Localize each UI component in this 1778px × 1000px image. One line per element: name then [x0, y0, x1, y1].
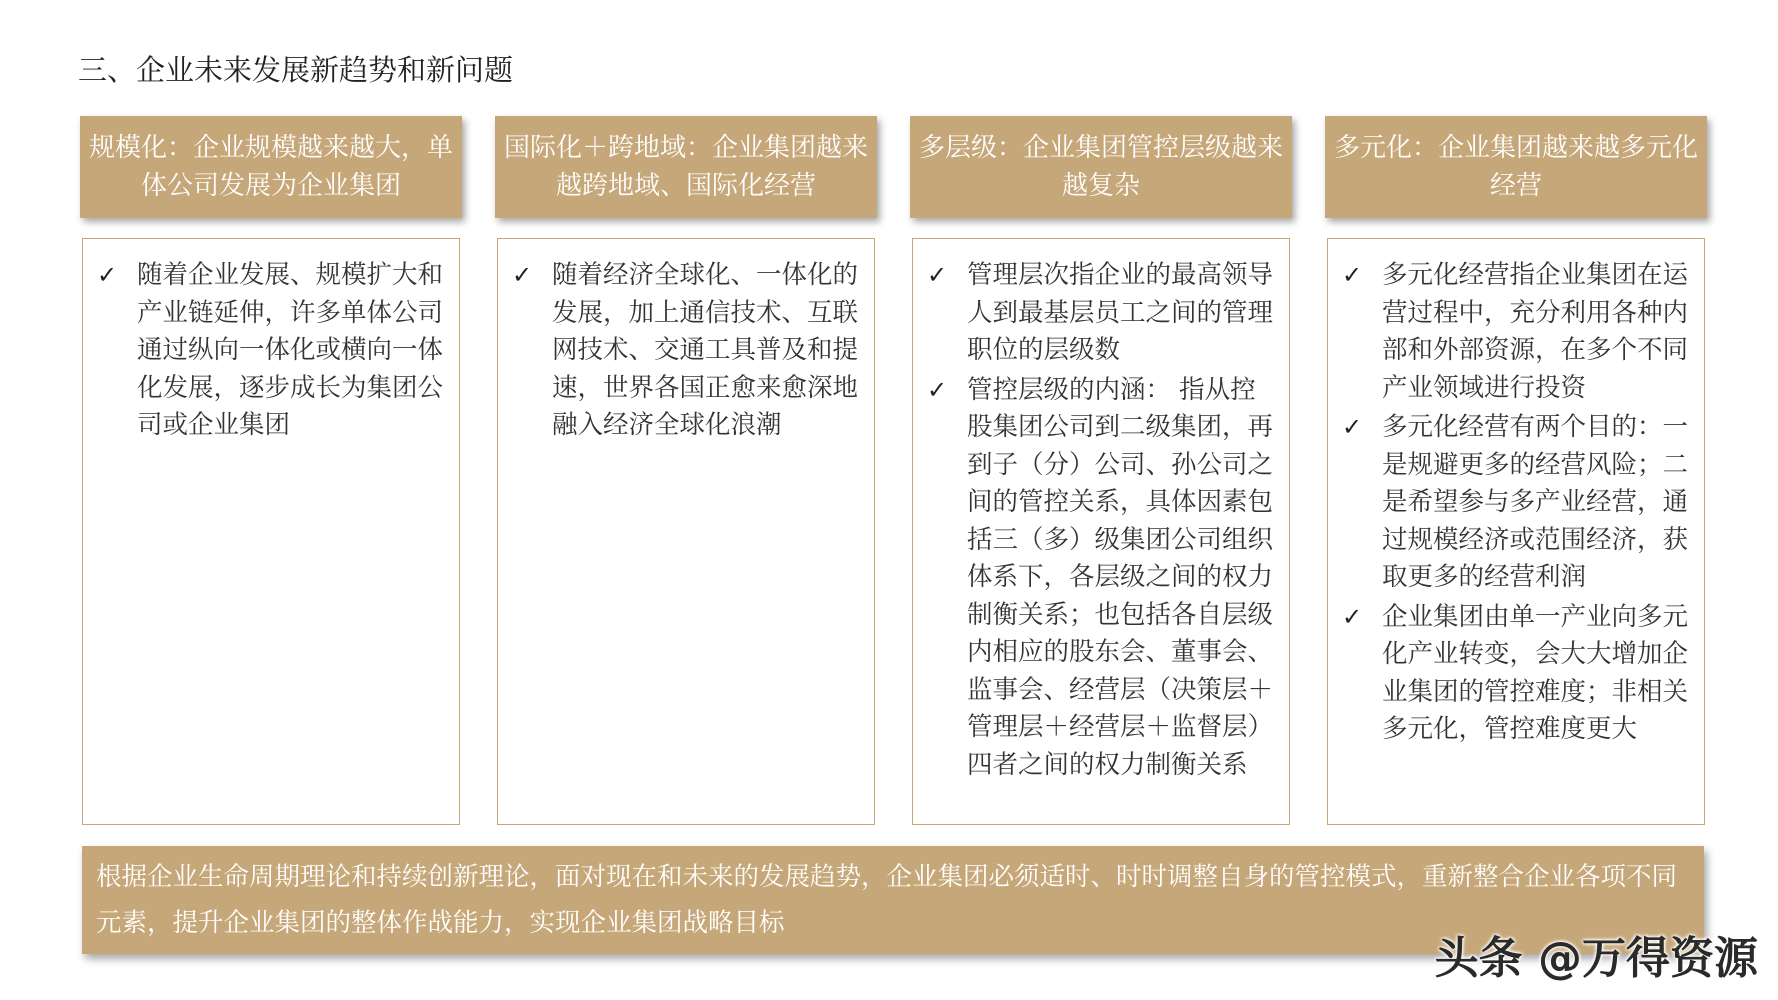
column-multilevel — [910, 116, 1292, 780]
check-icon: ✓ — [1342, 602, 1363, 631]
check-icon: ✓ — [1342, 261, 1363, 289]
check-icon: ✓ — [97, 261, 118, 289]
bullet-text: 多元化经营指企业集团在运营过程中，充分利用各种内部和外部资源，在多个不同产业领域进行投资 — [1382, 260, 1689, 403]
column-body-multilevel — [912, 238, 1290, 825]
bullet-item — [1338, 409, 1696, 597]
check-icon: ✓ — [1342, 413, 1363, 441]
bullet-item — [923, 257, 1281, 370]
summary-bar: 根据企业生命周期理论和持续创新理论，面对现在和未来的发展趋势，企业集团必须适时、时时调整自身的管控模式，重新整合企业各项不同元素，提升企业集团的整体作战能力，实现企业集团战略目标 — [82, 846, 1704, 954]
check-icon: ✓ — [927, 375, 948, 404]
column-body-diversification — [1327, 238, 1705, 825]
check-icon: ✓ — [512, 261, 533, 289]
check-icon: ✓ — [927, 261, 948, 289]
bullet-text: 多元化经营有两个目的：一是规避更多的经营风险；二是希望参与多产业经营，通过规模经济或范围经济，获取更多的经营利润 — [1382, 412, 1689, 592]
bullet-item — [1338, 257, 1696, 407]
column-diversification — [1325, 116, 1707, 744]
column-header-international: 国际化＋跨地域：企业集团越来越跨地域、国际化经营 — [495, 116, 877, 218]
column-body-international — [497, 238, 875, 825]
page-title: 三、企业未来发展新趋势和新问题 — [78, 53, 514, 87]
bullet-text: 管理层次指企业的最高领导人到最基层员工之间的管理职位的层级数 — [967, 260, 1274, 365]
column-header-diversification: 多元化：企业集团越来越多元化经营 — [1325, 116, 1707, 218]
bullet-text: 随着经济全球化、一体化的发展，加上通信技术、互联网技术、交通工具普及和提速，世界各国正愈来愈深地融入经济全球化浪潮 — [552, 260, 859, 440]
bullet-item — [93, 257, 451, 445]
watermark-text: 头条 @万得资源 — [1434, 933, 1758, 984]
bullet-item — [1338, 599, 1696, 749]
column-scale — [80, 116, 462, 440]
column-international — [495, 116, 877, 440]
bullet-item — [923, 372, 1281, 785]
column-header-scale: 规模化：企业规模越来越大，单体公司发展为企业集团 — [80, 116, 462, 218]
bullet-item — [508, 257, 866, 445]
bullet-text: 管控层级的内涵： 指从控股集团公司到二级集团，再到子（分）公司、孙公司之间的管控关系，具体因素包括三（多）级集团公司组织体系下，各层级之间的权力制衡关系；也包括各自层级内相应的股东会、董事会、监事会、经营层（决策层＋管理层＋经营层＋监督层）四者之间的权力制衡关系 — [967, 374, 1274, 780]
column-header-multilevel: 多层级：企业集团管控层级越来越复杂 — [910, 116, 1292, 218]
column-body-scale — [82, 238, 460, 825]
bullet-text: 企业集团由单一产业向多元化产业转变，会大大增加企业集团的管控难度；非相关多元化，管控难度更大 — [1382, 601, 1689, 744]
bullet-text: 随着企业发展、规模扩大和产业链延伸，许多单体公司通过纵向一体化或横向一体化发展，逐步成长为集团公司或企业集团 — [137, 260, 444, 440]
